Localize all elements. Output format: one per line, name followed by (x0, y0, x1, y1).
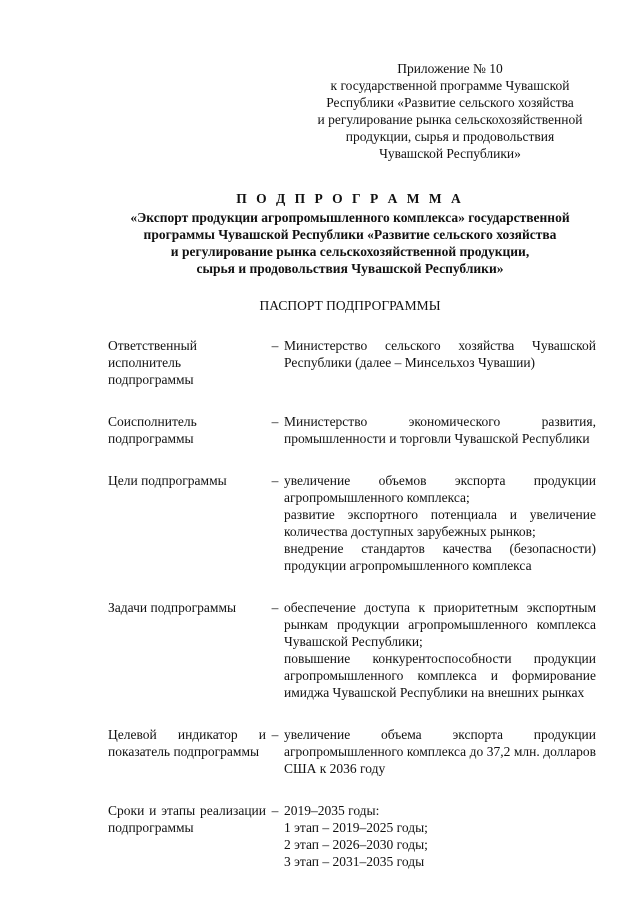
passport-row (108, 802, 598, 870)
passport-row (108, 472, 598, 574)
row-dash: – (271, 338, 279, 353)
row-value (284, 472, 596, 574)
row-value (284, 413, 596, 447)
row-label: Ответственный исполнитель подпрограммы (108, 338, 197, 387)
row-dash: – (271, 473, 279, 488)
row-dash: – (271, 727, 279, 742)
subprogram-title-line: сырья и продовольствия Чувашской Республики» (196, 261, 504, 276)
row-label: Задачи подпрограммы (108, 600, 237, 615)
row-item: 2019–2035 годы: (284, 803, 380, 818)
row-label: Соисполнитель подпрограммы (108, 414, 197, 446)
appendix-line: Чувашской Республики» (379, 146, 521, 161)
appendix-line: Приложение № 10 (397, 61, 503, 76)
row-item: увеличение объема экспорта продукции агропромышленного комплекса до 37,2 млн. долларов США к 2036 году (284, 727, 596, 776)
passport-title: ПАСПОРТ ПОДПРОГРАММЫ (259, 298, 441, 313)
row-label: Сроки и этапы реализации подпрограммы (108, 803, 266, 835)
row-item: обеспечение доступа к приоритетным экспортным рынкам продукции агропромышленного комплекса Чувашской Республики; (284, 600, 596, 649)
row-label: Целевой индикатор и показатель подпрограммы (108, 727, 266, 759)
passport-row (108, 337, 598, 388)
row-value (284, 337, 596, 388)
row-item: Министерство сельского хозяйства Чувашской Республики (далее – Минсельхоз Чувашии) (284, 338, 596, 370)
row-item: 2 этап – 2026–2030 годы; (284, 837, 428, 852)
passport-row (108, 726, 598, 777)
row-item: внедрение стандартов качества (безопасности) продукции агропромышленного комплекса (284, 541, 596, 573)
row-item: 1 этап – 2019–2025 годы; (284, 820, 428, 835)
row-item: увеличение объемов экспорта продукции агропромышленного комплекса; (284, 473, 596, 505)
row-value (284, 726, 596, 777)
passport-row (108, 599, 598, 701)
subprogram-title-line: и регулирование рынка сельскохозяйственной продукции, (170, 244, 530, 259)
row-dash: – (271, 600, 279, 615)
row-item: повышение конкурентоспособности продукции агропромышленного комплекса и формирование имиджа Чувашской Республики на внешних рынках (284, 651, 596, 700)
row-dash: – (271, 803, 279, 818)
appendix-line: и регулирование рынка сельскохозяйственной (317, 112, 583, 127)
row-value (284, 599, 596, 701)
appendix-line: продукции, сырья и продовольствия (345, 129, 555, 144)
row-item: 3 этап – 2031–2035 годы (284, 854, 425, 869)
appendix-line: к государственной программе Чувашской (330, 78, 570, 93)
row-label: Цели подпрограммы (108, 473, 227, 488)
appendix-note (300, 60, 600, 162)
subprogram-heading: П О Д П Р О Г Р А М М А (236, 191, 464, 206)
row-item: Министерство экономического развития, промышленности и торговли Чувашской Республики (284, 414, 596, 446)
row-dash: – (271, 414, 279, 429)
row-value (284, 802, 596, 870)
passport-row (108, 413, 598, 447)
row-item: развитие экспортного потенциала и увеличение количества доступных зарубежных рынков; (284, 507, 596, 539)
subprogram-title-line: «Экспорт продукции агропромышленного комплекса» государственной (130, 210, 570, 225)
passport-table (108, 337, 598, 895)
subprogram-title (100, 190, 600, 277)
subprogram-title-line: программы Чувашской Республики «Развитие сельского хозяйства (143, 227, 557, 242)
appendix-line: Республики «Развитие сельского хозяйства (326, 95, 574, 110)
